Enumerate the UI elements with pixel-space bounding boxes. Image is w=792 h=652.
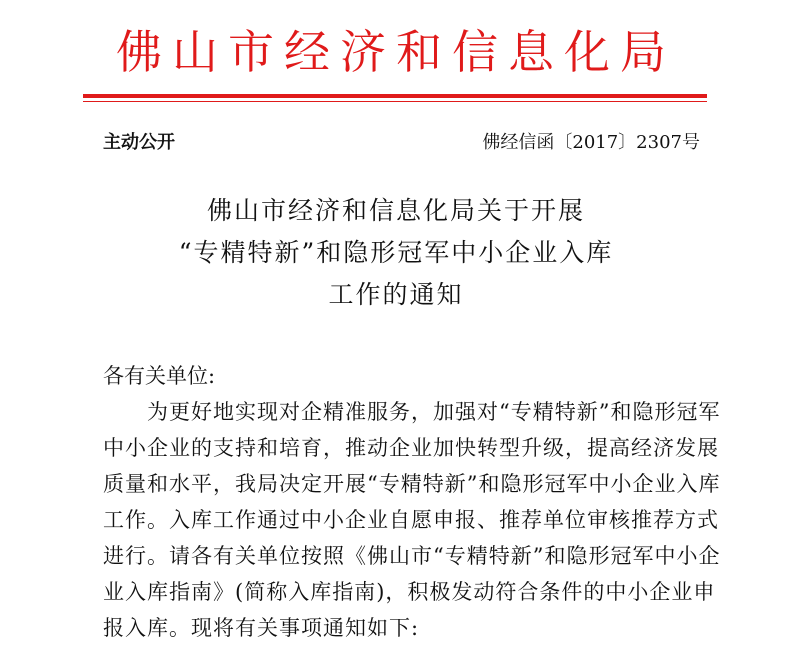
header-rule-thick xyxy=(83,94,707,98)
body-line: 工作。入库工作通过中小企业自愿申报、推荐单位审核推荐方式 xyxy=(103,508,719,532)
body-line: 为更好地实现对企精准服务，加强对“专精特新”和隐形冠军 xyxy=(103,400,721,424)
agency-header-title: 佛山市经济和信息化局 xyxy=(116,25,676,79)
body-line: 进行。请各有关单位按照《佛山市“专精特新”和隐形冠军中小企 xyxy=(103,544,721,568)
body-paragraph xyxy=(103,394,721,646)
salutation: 各有关单位: xyxy=(103,364,216,388)
body-line: 质量和水平，我局决定开展“专精特新”和隐形冠军中小企业入库 xyxy=(103,472,721,496)
disclosure-label: 主动公开 xyxy=(103,132,175,153)
header-rule-thin xyxy=(83,101,707,102)
title-line: 工作的通知 xyxy=(328,280,464,309)
document-title xyxy=(0,190,792,316)
body-line: 业入库指南》(简称入库指南)，积极发动符合条件的中小企业申 xyxy=(103,580,716,604)
title-line: “专精特新”和隐形冠军中小企业入库 xyxy=(178,238,614,267)
document-number: 佛经信函〔2017〕2307号 xyxy=(482,132,700,153)
body-line: 中小企业的支持和培育，推动企业加快转型升级，提高经济发展 xyxy=(103,436,719,460)
title-line: 佛山市经济和信息化局关于开展 xyxy=(206,196,585,225)
body-line: 报入库。现将有关事项通知如下: xyxy=(103,616,420,640)
